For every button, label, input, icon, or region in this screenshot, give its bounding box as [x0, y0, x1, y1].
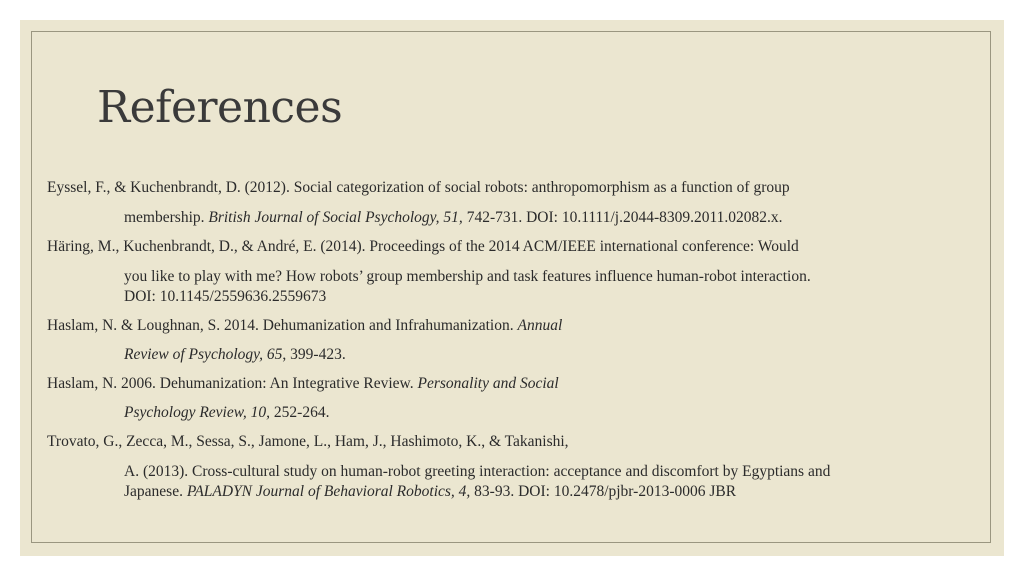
reference-2-line-3: DOI: 10.1145/2559636.2559673: [124, 288, 327, 305]
reference-5-line-1: Trovato, G., Zecca, M., Sessa, S., Jamone, L., Ham, J., Hashimoto, K., & Takanishi,: [47, 433, 569, 450]
reference-4-line-2: Psychology Review, 10, 252-264.: [124, 404, 330, 421]
journal-title: Review of Psychology, 65: [124, 346, 283, 363]
reference-5-line-3: Japanese. PALADYN Journal of Behavioral Robotics, 4, 83-93. DOI: 10.2478/pjbr-2013-0006 JBR: [124, 483, 737, 500]
journal-title: British Journal of Social Psychology, 51,: [208, 209, 463, 226]
reference-1-line-1: Eyssel, F., & Kuchenbrandt, D. (2012). Social categorization of social robots: anthropomorphism as a function of group: [47, 179, 790, 196]
reference-3-line-1: Haslam, N. & Loughnan, S. 2014. Dehumanization and Infrahumanization. Annual: [47, 317, 563, 334]
page-title: References: [97, 82, 343, 133]
reference-1-line-2: membership. British Journal of Social Psychology, 51, 742-731. DOI: 10.1111/j.2044-8309.2011.02082.x.: [124, 209, 783, 226]
journal-title: Annual: [517, 317, 563, 334]
reference-2-line-2: you like to play with me? How robots’ group membership and task features influence human-robot interaction.: [124, 268, 811, 285]
slide: [20, 20, 1004, 556]
reference-5-line-2: A. (2013). Cross-cultural study on human-robot greeting interaction: acceptance and discomfort by Egyptians and: [124, 463, 831, 480]
reference-2-line-1: Häring, M., Kuchenbrandt, D., & André, E. (2014). Proceedings of the 2014 ACM/IEEE international conference: Would: [47, 238, 799, 255]
reference-4-line-1: Haslam, N. 2006. Dehumanization: An Integrative Review. Personality and Social: [47, 375, 559, 392]
journal-title: Personality and Social: [417, 375, 559, 392]
journal-title: PALADYN Journal of Behavioral Robotics, 4,: [186, 483, 471, 500]
reference-3-line-2: Review of Psychology, 65, 399-423.: [124, 346, 346, 363]
journal-title: Psychology Review, 10,: [124, 404, 271, 421]
